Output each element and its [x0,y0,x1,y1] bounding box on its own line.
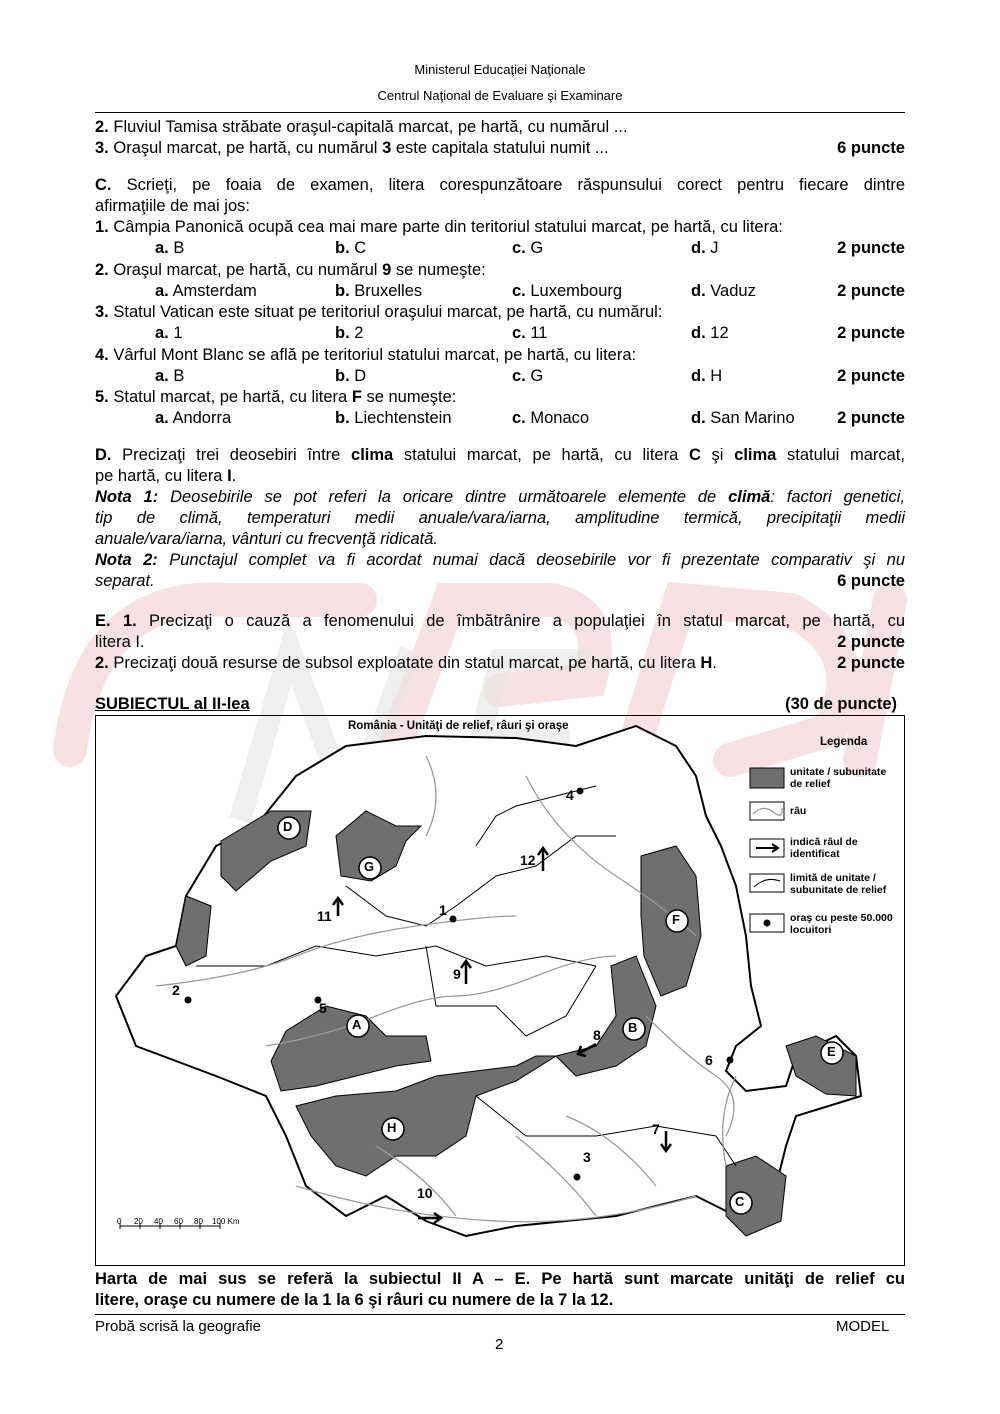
answer-option: c. Luxembourg [512,281,623,300]
answer-option: b. C [335,239,367,257]
romania-map [95,715,905,1266]
city-1 [450,916,457,923]
city-3 [574,1174,581,1181]
river-label-11: 11 [317,908,332,924]
header-rule [95,112,905,113]
footer-right: MODEL [836,1318,890,1335]
subject2-heading: SUBIECTUL al II-lea (30 de puncte) [95,695,897,713]
c-question-4: 4. Vârful Mont Blanc se află pe teritoriul statului marcat, pe hartă, cu litera: [95,345,637,364]
points-label: 2 puncte [837,324,905,342]
c-question-5: 5. Statul marcat, pe hartă, cu litera F se numeşte: [95,388,457,406]
scale-label: 80 [194,1217,203,1226]
relief-unit-west [176,896,211,966]
d-note1-line2: tip de climă, temperaturi medii anuale/vara/iarna, amplitudine termică, precipitaţii medii [95,509,905,527]
city-label-4: 4 [566,787,574,803]
e-q1-line2: litera I. 2 puncte [95,633,905,651]
answer-option: c. 11 [512,324,548,342]
unit-label-C: C [735,1194,745,1209]
d-line1: D. Precizaţi trei deosebiri între clima statului marcat, pe hartă, cu litera C şi clima statului marcat, [95,446,905,464]
answer-option: c. G [512,366,544,385]
points-label: 2 puncte [837,239,905,257]
answer-option: a. 1 [155,324,183,342]
map-caption-line2: litere, oraşe cu numere de la 1 la 6 şi râuri cu numere de la 7 la 12. [95,1291,614,1309]
city-6 [727,1057,734,1064]
scale-label: 100 Km [212,1217,240,1226]
footer-left: Probă scrisă la geografie [95,1318,261,1335]
points-label: 6 puncte [837,139,905,157]
b-question-3: 3. Oraşul marcat, pe hartă, cu numărul 3 este capitala statului numit ... 6 puncte [95,139,905,157]
points-label: 6 puncte [837,572,905,590]
c-question-3: 3. Statul Vatican este situat pe teritoriul oraşului marcat, pe hartă, cu numărul: [95,303,663,321]
points-label: 2 puncte [837,281,905,300]
river-label-10: 10 [417,1185,433,1201]
city-label-1: 1 [439,902,447,918]
d-note2-line1: Nota 2: Punctajul complet va fi acordat numai dacă deosebirile vor fi prezentate comparativ şi nu [95,551,906,569]
unit-label-F: F [672,912,680,927]
scale-label: 60 [174,1217,183,1226]
map-title: România - Unităţi de relief, râuri şi oraşe [348,720,569,732]
answer-option: a. Andorra [155,409,232,427]
unit-label-A: A [352,1017,362,1032]
unit-label-G: G [364,859,375,874]
answer-option: d. H [691,366,723,385]
b-question-2: 2. Fluviul Tamisa străbate oraşul-capitală marcat, pe hartă, cu numărul ... [95,118,628,136]
answer-option: d. San Marino [691,409,795,427]
d-note1-line3: anuale/vara/iarna, vânturi cu frecvenţă ridicată. [95,530,439,548]
scale-label: 0 [117,1217,122,1226]
answer-option: b. Liechtenstein [335,409,452,427]
answer-option: b. D [335,366,367,385]
legend-label: râu [790,805,807,817]
boundary-line-icon [750,874,784,892]
city-2 [185,997,192,1004]
legend-label: limită de unitate / subunitate de relief [790,872,887,896]
footer-rule [95,1314,905,1315]
c-intro-line2: afirmaţiile de mai jos: [95,197,250,215]
d-note2-line2: separat. 6 puncte [95,572,905,590]
d-line2: pe hartă, cu litera I. [95,467,237,485]
city-4 [577,788,584,795]
c-question-2: 2. Oraşul marcat, pe hartă, cu numărul 9 se numeşte: [95,260,486,279]
answer-option: c. G [512,239,544,257]
scale-label: 40 [154,1217,163,1226]
c-question-1: 1. Câmpia Panonică ocupă cea mai mare parte din teritoriul statului marcat, pe hartă, cu litera: [95,218,783,236]
e-q1-line1: E. 1. Precizaţi o cauză a fenomenului de îmbătrânire a populaţiei în statul marcat, pe hartă, cu [95,612,906,630]
map-drawing [96,716,905,1266]
answer-option: b. Bruxelles [335,281,423,300]
unit-label-H: H [387,1120,397,1135]
d-note1-line1: Nota 1: Deosebirile se pot referi la oricare dintre următoarele elemente de climă: factori genetici, [95,488,906,506]
map-caption-line1: Harta de mai sus se referă la subiectul II A – E. Pe hartă sunt marcate unităţi de relief cu [95,1270,905,1288]
city-label-2: 2 [172,982,180,998]
river-label-8: 8 [593,1027,601,1043]
legend-label: oraş cu peste 50.000 locuitori [790,912,893,936]
answer-option: d. J [691,239,719,257]
scale-label: 20 [134,1217,143,1226]
e-q2: 2. Precizaţi două resurse de subsol exploatate din statul marcat, pe hartă, cu litera H. 2 puncte [95,654,905,672]
answer-option: a. Amsterdam [155,281,257,300]
points-label: 2 puncte [837,633,905,651]
river-label-7: 7 [652,1121,660,1137]
answer-option: a. B [155,239,185,257]
answer-option: a. B [155,366,185,385]
legend-label: unitate / subunitate de relief [790,766,887,790]
city-label-6: 6 [705,1052,713,1068]
river-label-12: 12 [520,852,536,868]
river-label-9: 9 [453,966,461,982]
city-label-5: 5 [319,1000,327,1016]
c-intro-line1: C. Scrieţi, pe foaia de examen, litera corespunzătoare răspunsului corect pentru fiecare dintre [95,176,906,194]
answer-option: c. Monaco [512,409,590,427]
answer-option: d. Vaduz [691,281,756,300]
points-label: 2 puncte [837,366,905,385]
unit-label-E: E [827,1044,836,1059]
river-line-icon [750,802,784,820]
header-center: Centrul Naţional de Evaluare şi Examinare [377,88,623,103]
legend-title: Legenda [820,736,868,748]
unit-label-B: B [628,1020,638,1035]
answer-option: d. 12 [691,324,729,342]
header-ministry: Ministerul Educaţiei Naţionale [414,62,586,77]
legend-label: indică râul de identificat [790,836,858,860]
points-label: 2 puncte [837,654,905,672]
city-label-3: 3 [583,1149,591,1165]
answer-option: b. 2 [335,324,364,342]
page-number: 2 [495,1336,504,1353]
relief-unit-swatch-icon [750,768,784,788]
points-label: 2 puncte [837,409,905,427]
unit-label-D: D [283,819,293,834]
